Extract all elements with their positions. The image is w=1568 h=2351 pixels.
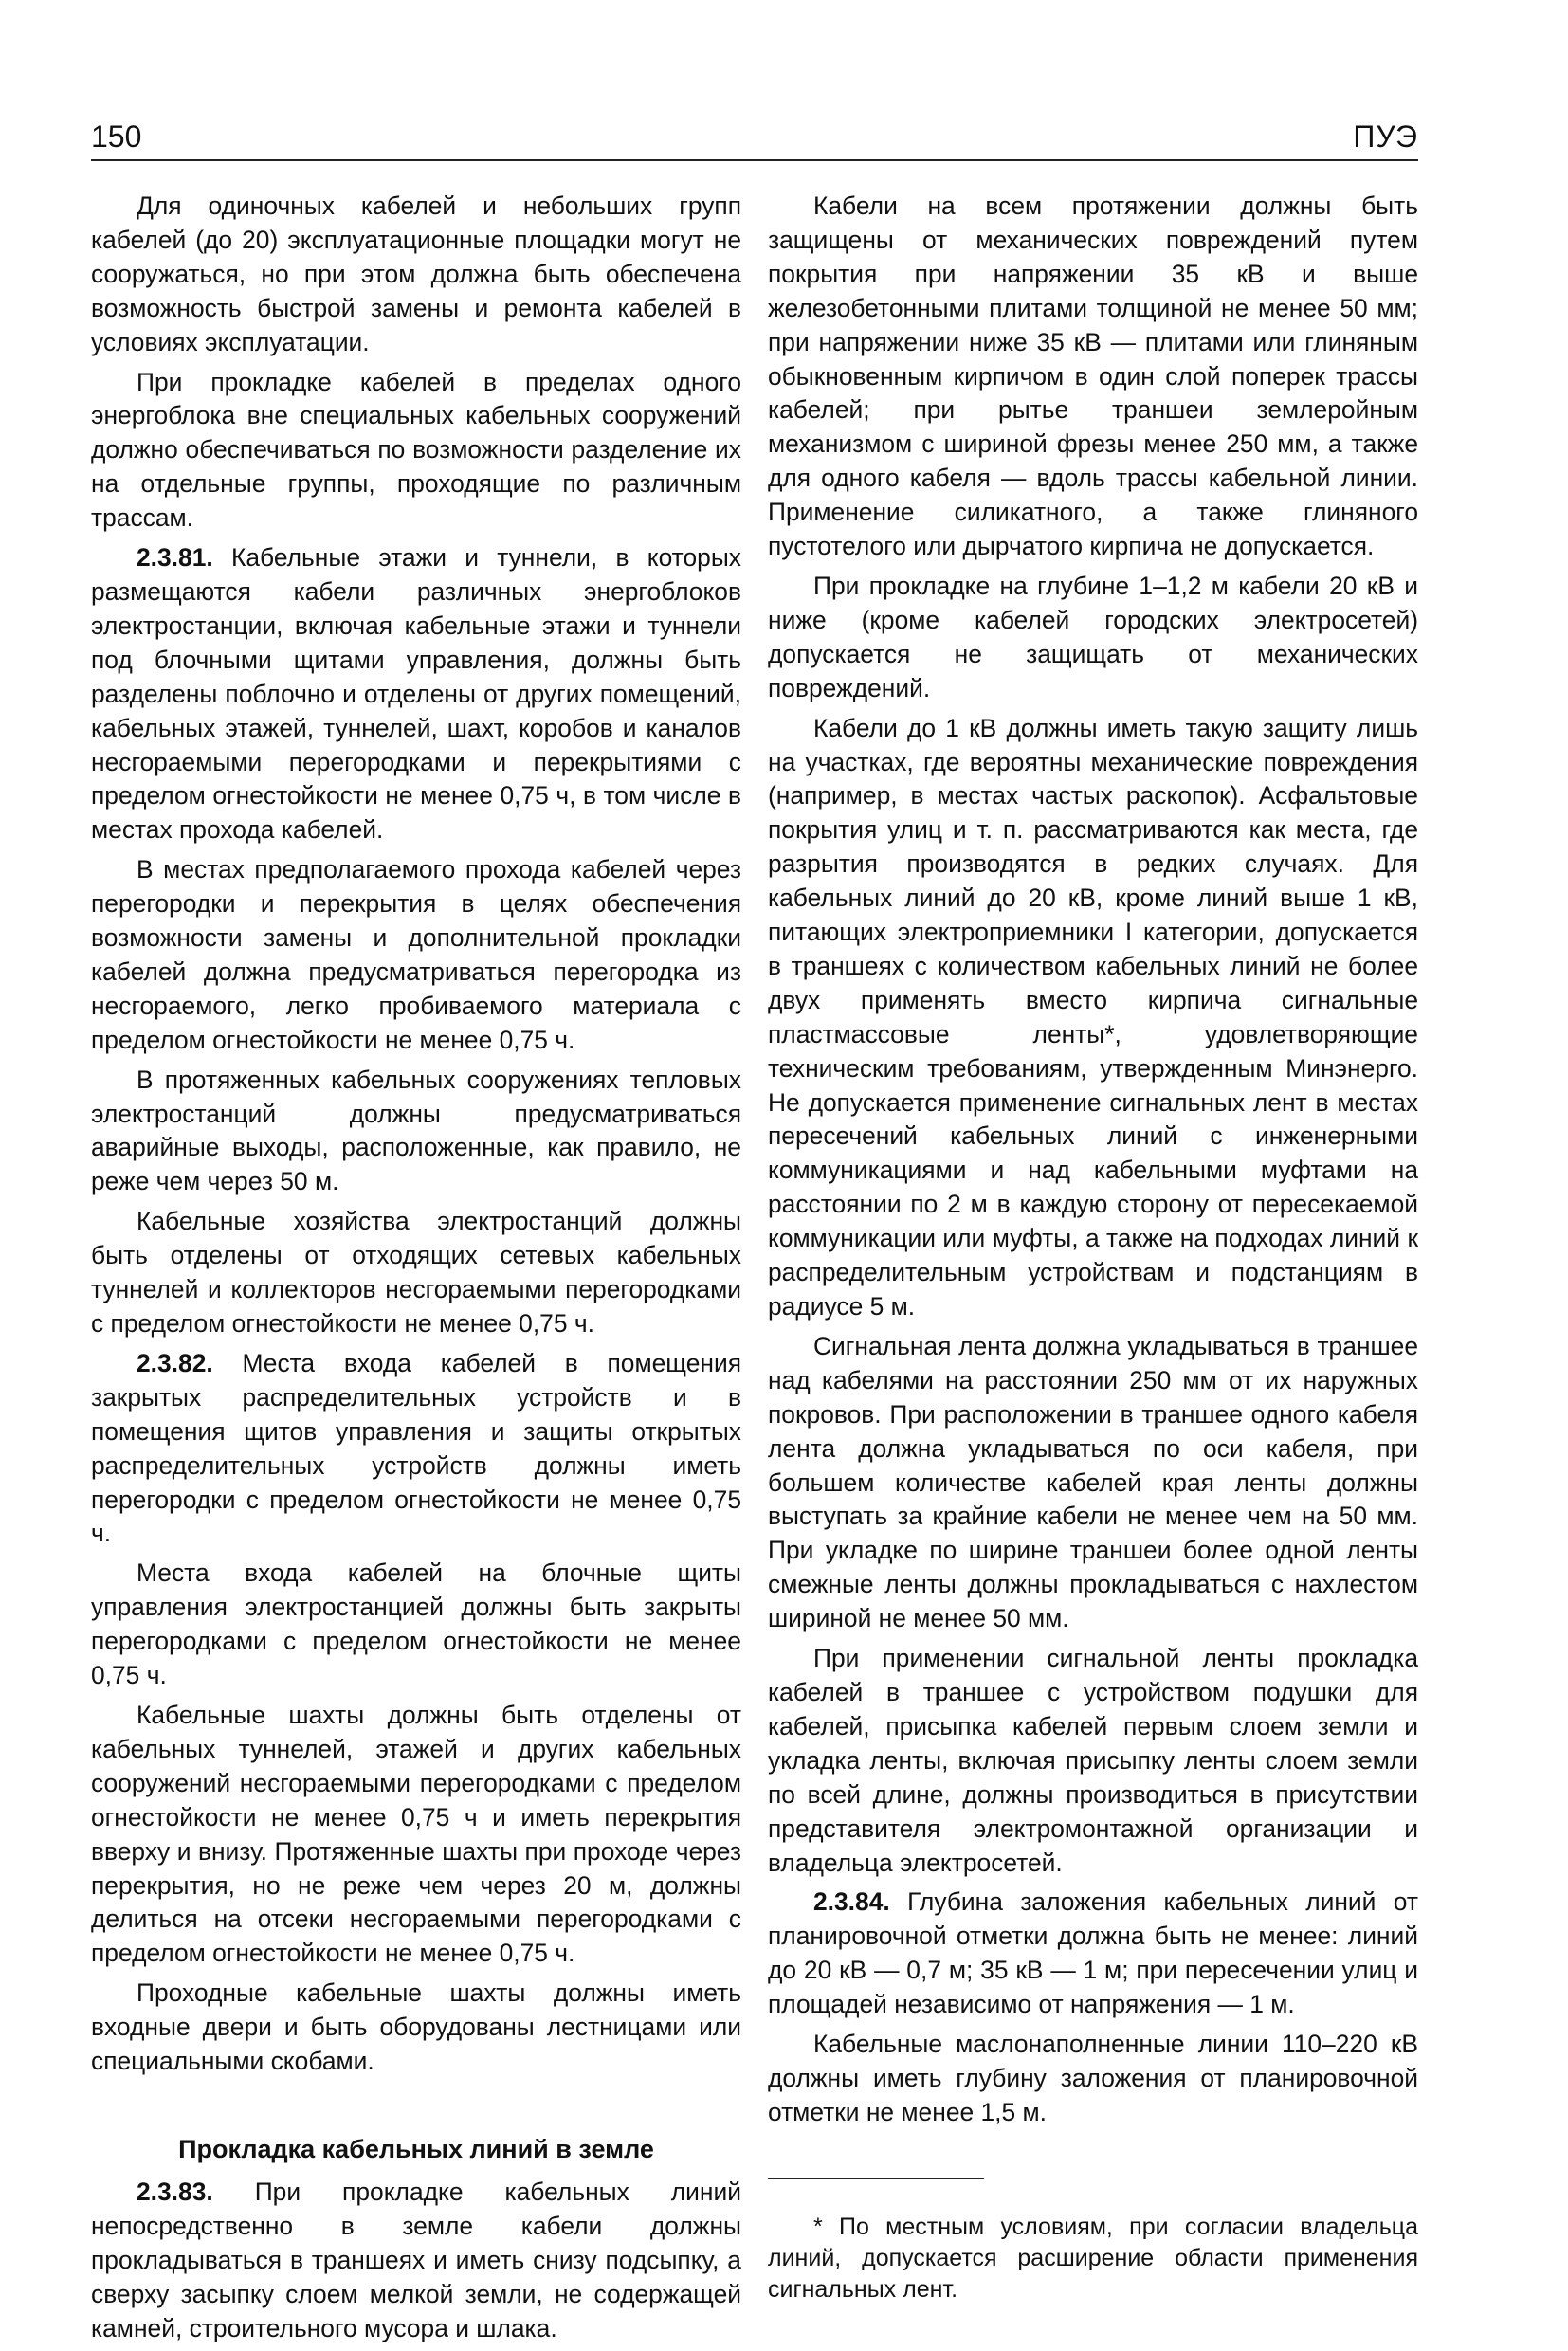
footnote-rule	[768, 2178, 984, 2179]
paragraph: Кабели на всем протяжении должны быть защищены от механических повреждений путем покрытия при напряжении 35 кВ и выше железобетонными плитами толщиной не менее 50 мм; при напряжении ниже 35 кВ — плитами или глиняным обыкновенным кирпичом в один слой поперек трассы кабелей; при рытье траншеи землеройным механизмом с шириной фрезы менее 250 мм, а также для одного кабеля — вдоль трассы кабельной линии. Применение силикатного, а также глиняного пустотелого или дырчатого кирпича не допускается.	[768, 191, 1418, 561]
page-number: 150	[91, 119, 142, 154]
paragraph: Кабельные хозяйства электростанций должны быть отделены от отходящих сетевых кабельных туннелей и коллекторов несгораемыми перегородками с пределом огнестойкости не менее 0,75 ч.	[91, 1207, 741, 1338]
clause-text: При прокладке кабельных линий непосредственно в земле кабели должны прокладываться в траншеях и иметь снизу подсыпку, а сверху засыпку слоем мелкой земли, не содержащей камней, строительного мусора и шлака.	[91, 2177, 741, 2342]
paragraph: Кабельные маслонаполненные линии 110–220 кВ должны иметь глубину заложения от планировочной отметки не менее 1,5 м.	[768, 2030, 1418, 2126]
clause-number: 2.3.84.	[813, 1887, 890, 1917]
clause-paragraph	[91, 541, 741, 847]
clause-text: Кабельные этажи и туннели, в которых размещаются кабели различных энергоблоков электростанции, включая кабельные этажи и туннели под блочными щитами управления, должны быть разделены поблочно и отделены от других помещений, кабельных этажей, туннелей, шахт, коробов и каналов несгораемыми перегородками и перекрытиями с пределом огнестойкости не менее 0,75 ч, в том числе в местах прохода кабелей.	[91, 543, 741, 845]
paragraph: Места входа кабелей на блочные щиты управления электростанцией должны быть закрыты перегородками с пределом огнестойкости не менее 0,75 ч.	[91, 1558, 741, 1690]
paragraph: Кабельные шахты должны быть отделены от кабельных туннелей, этажей и других кабельных сооружений несгораемыми перегородками с пределом огнестойкости не менее 0,75 ч и иметь перекрытия вверху и внизу. Протяженные шахты при проходе через перекрытия, но не реже чем через 20 м, должны делиться на отсеки несгораемыми перегородками с пределом огнестойкости не менее 0,75 ч.	[91, 1700, 741, 1968]
section-heading: Прокладка кабельных линий в земле	[178, 2134, 654, 2163]
paragraph: Кабели до 1 кВ должны иметь такую защиту лишь на участках, где вероятны механические повреждения (например, в местах частых раскопок). Асфальтовые покрытия улиц и т. п. рассматриваются как места, где разрытия производятся в редких случаях. Для кабельных линий до 20 кВ, кроме линий выше 1 кВ, питающих электроприемники I категории, допускается в траншеях с количеством кабельных линий не более двух применять вместо кирпича сигнальные пластмассовые ленты*, удовлетворяющие техническим требованиям, утвержденным Минэнерго. Не допускается применение сигнальных лент в местах пересечений кабельных линий с инженерными коммуникациями и над кабельными муфтами на расстоянии по 2 м в каждую сторону от пересекаемой коммуникации или муфты, а также на подходах линий к распределительным устройствам и подстанциям в радиусе 5 м.	[768, 713, 1418, 1321]
running-title: ПУЭ	[1353, 119, 1418, 154]
right-column	[768, 190, 1418, 2311]
clause-text: Глубина заложения кабельных линий от планировочной отметки должна быть не менее: линий до 20 кВ — 0,7 м; 35 кВ — 1 м; при пересечении улиц и площадей независимо от напряжения — 1 м.	[768, 1887, 1418, 2019]
footnote: * По местным условиям, при согласии владельца линий, допускается расширение области применения сигнальных лент.	[768, 2213, 1418, 2303]
paragraph: Проходные кабельные шахты должны иметь входные двери и быть оборудованы лестницами или специальными скобами.	[91, 1978, 741, 2076]
paragraph: В местах предполагаемого прохода кабелей через перегородки и перекрытия в целях обеспечения возможности замены и дополнительной прокладки кабелей должна предусматриваться перегородка из несгораемого, легко пробиваемого материала с пределом огнестойкости не менее 0,75 ч.	[91, 855, 741, 1054]
paragraph: При прокладке кабелей в пределах одного энергоблока вне специальных кабельных сооружений должно обеспечиваться по возможности разделение их на отдельные группы, проходящие по различным трассам.	[91, 367, 741, 533]
clause-paragraph	[91, 1347, 741, 1551]
page-header	[91, 118, 1418, 167]
left-column	[91, 190, 741, 2351]
paragraph: При применении сигнальной ленты прокладка кабелей в траншее с устройством подушки для кабелей, присыпка кабелей первым слоем земли и укладка ленты, включая присыпку ленты слоем земли по всей длине, должны производиться в присутствии представителя электромонтажной организации и владельца электросетей.	[768, 1644, 1418, 1877]
paragraph: При прокладке на глубине 1–1,2 м кабели 20 кВ и ниже (кроме кабелей городских электросетей) допускается не защищать от механических повреждений.	[768, 571, 1418, 702]
clause-paragraph	[768, 1886, 1418, 2022]
clause-text: Места входа кабелей в помещения закрытых распределительных устройств и в помещения щитов управления и защиты открытых распределительных устройств должны иметь перегородки с пределом огнестойкости не менее 0,75 ч.	[91, 1348, 741, 1548]
paragraph: Сигнальная лента должна укладываться в траншее над кабелями на расстоянии 250 мм от их наружных покровов. При расположении в траншее одного кабеля лента должна укладываться по оси кабеля, при большем количестве кабелей края ленты должны выступать за крайние кабели не менее чем на 50 мм. При укладке по ширине траншеи более одной ленты смежные ленты должны прокладываться с нахлестом шириной не менее 50 мм.	[768, 1331, 1418, 1633]
clause-paragraph	[91, 2176, 741, 2346]
clause-number: 2.3.83.	[137, 2177, 213, 2206]
header-rule	[91, 159, 1418, 161]
paragraph: В протяженных кабельных сооружениях тепловых электростанций должны предусматриваться аварийные выходы, расположенные, как правило, не реже чем через 50 м.	[91, 1065, 741, 1196]
clause-number: 2.3.81.	[137, 543, 213, 573]
clause-number: 2.3.82.	[137, 1348, 213, 1377]
paragraph: Для одиночных кабелей и небольших групп кабелей (до 20) эксплуатационные площадки могут не сооружаться, но при этом должна быть обеспечена возможность быстрой замены и ремонта кабелей в условиях эксплуатации.	[91, 191, 741, 356]
